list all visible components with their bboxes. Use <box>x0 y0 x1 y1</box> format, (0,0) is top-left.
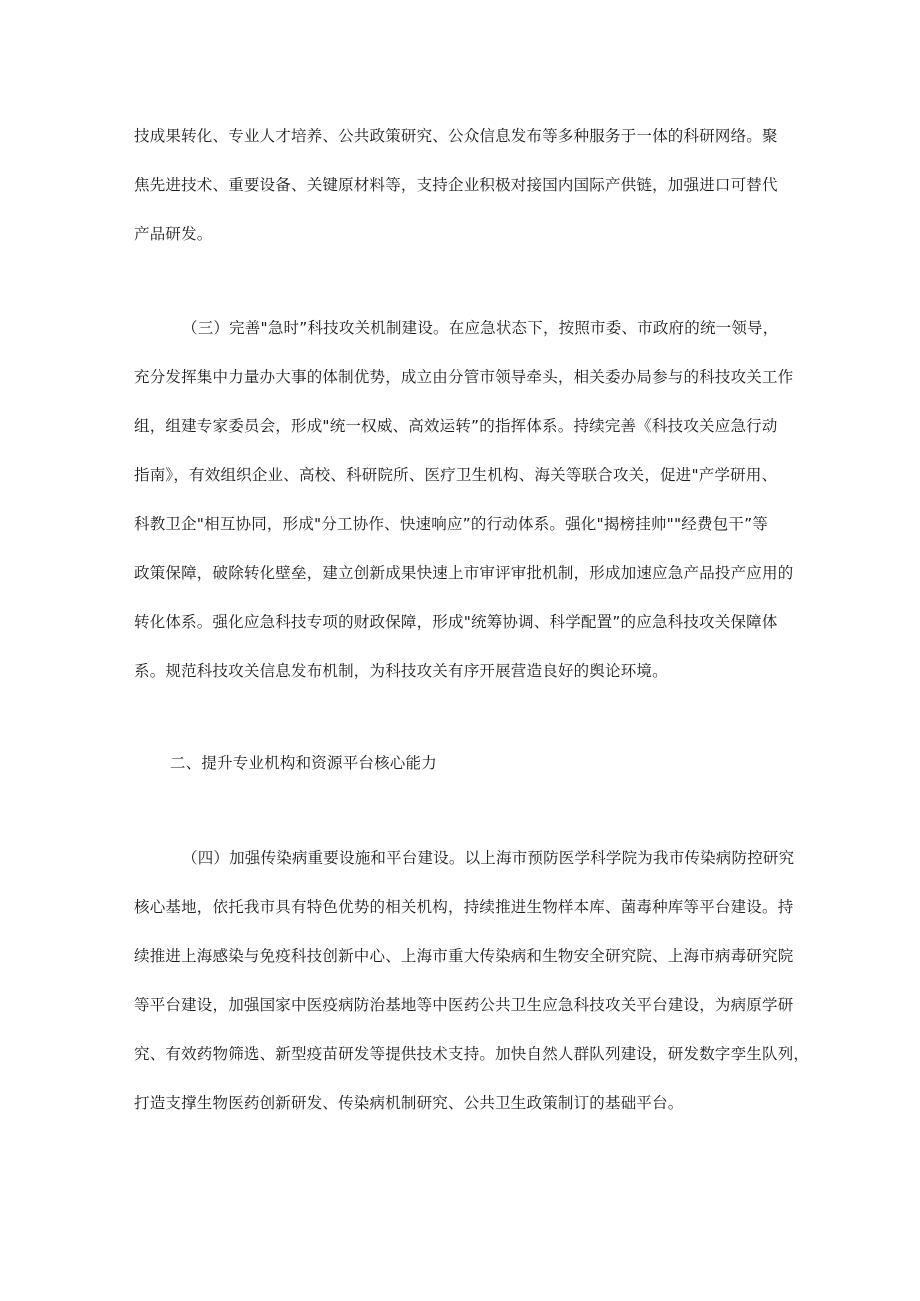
text-line: 焦先进技术、重要设备、关键原材料等，支持企业积极对接国内国际产供链，加强进口可替代 <box>134 176 778 194</box>
text-line: 科教卫企"相互协同，形成"分工协作、快速响应”的行动体系。强化"揭榜挂帅""经费包干”等 <box>134 515 769 533</box>
text-line: 等平台建设，加强国家中医疫病防治基地等中医药公共卫生应急科技攻关平台建设，为病原学研 <box>134 996 794 1014</box>
text-line: 系。规范科技攻关信息发布机制，为科技攻关有序开展营造良好的舆论环境。 <box>134 662 668 680</box>
paragraph-4-lead: （四）加强传染病重要设施和平台建设。以上海市预防医学科学院为我市传染病防控研究 <box>182 849 795 867</box>
text-line: 打造支撑生物医药创新研发、传染病机制研究、公共卫生政策制订的基础平台。 <box>134 1094 684 1112</box>
paragraph-3-lead: （三）完善"急时”科技攻关机制建设。在应急状态下，按照市委、市政府的统一领导， <box>182 319 779 337</box>
text-line: 技成果转化、专业人才培养、公共政策研究、公众信息发布等多种服务于一体的科研网络。聚 <box>134 127 778 145</box>
text-line: 产品研发。 <box>134 225 213 243</box>
text-line: 指南》，有效组织企业、高校、科研院所、医疗卫生机构、海关等联合攻关，促进"产学研用、 <box>134 466 778 484</box>
text-line: 政策保障，破除转化壁垒，建立创新成果快速上市审评审批机制，形成加速应急产品投产应用的 <box>134 564 794 582</box>
text-line: 续推进上海感染与免疫科技创新中心、上海市重大传染病和生物安全研究院、上海市病毒研究院 <box>134 947 794 965</box>
text-line: 转化体系。强化应急科技专项的财政保障，形成"统筹协调、科学配置”的应急科技攻关保障体 <box>134 613 778 631</box>
text-line: 组，组建专家委员会，形成"统一权威、高效运转”的指挥体系。持续完善《科技攻关应急行动 <box>134 417 778 435</box>
text-line: 究、有效药物筛选、新型疫苗研发等提供技术支持。加快自然人群队列建设，研发数字孪生队列， <box>134 1045 810 1063</box>
text-line: 充分发挥集中力量办大事的体制优势，成立由分管市领导牵头，相关委办局参与的科技攻关工作 <box>134 368 794 386</box>
section-heading: 二、提升专业机构和资源平台核心能力 <box>170 754 437 772</box>
text-line: 核心基地，依托我市具有特色优势的相关机构，持续推进生物样本库、菌毒种库等平台建设。持 <box>134 898 794 916</box>
